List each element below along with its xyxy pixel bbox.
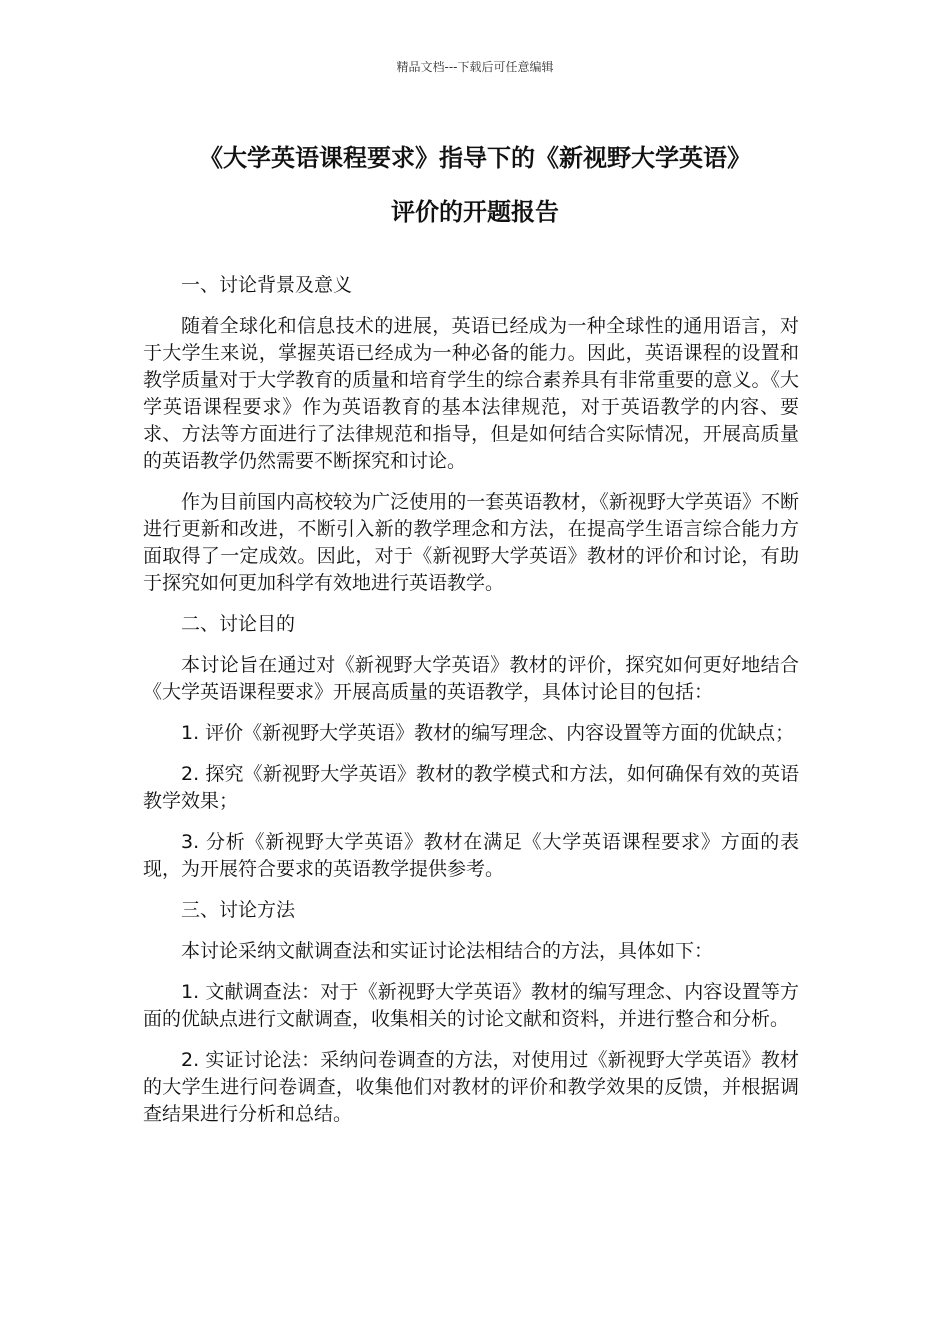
purpose-item-3: 3. 分析《新视野大学英语》教材在满足《大学英语课程要求》方面的表现，为开展符合要求的英语教学提供参考。 (143, 831, 799, 880)
method-item-2: 2. 实证讨论法：采纳问卷调查的方法，对使用过《新视野大学英语》教材的大学生进行问卷调查，收集他们对教材的评价和教学效果的反馈，并根据调查结果进行分析和总结。 (143, 1049, 799, 1125)
document-title-line-1: 《大学英语课程要求》指导下的《新视野大学英语》 (199, 144, 751, 172)
document-body (143, 272, 799, 1142)
paragraph-background-2: 作为目前国内高校较为广泛使用的一套英语教材，《新视野大学英语》不断进行更新和改进，不断引入新的教学理念和方法，在提高学生语言综合能力方面取得了一定成效。因此，对于《新视野大学英语》教材的评价和讨论，有助于探究如何更加科学有效地进行英语教学。 (143, 491, 799, 594)
section-heading-method: 三、讨论方法 (181, 899, 296, 921)
paragraph-method-intro: 本讨论采纳文献调查法和实证讨论法相结合的方法，具体如下： (181, 940, 714, 962)
section-heading-background: 一、讨论背景及意义 (181, 274, 353, 296)
paragraph-background-1: 随着全球化和信息技术的进展，英语已经成为一种全球性的通用语言，对于大学生来说，掌握英语已经成为一种必备的能力。因此，英语课程的设置和教学质量对于大学教育的质量和培育学生的综合素养具有非常重要的意义。《大学英语课程要求》作为英语教育的基本法律规范，对于英语教学的内容、要求、方法等方面进行了法律规范和指导，但是如何结合实际情况，开展高质量的英语教学仍然需要不断探究和讨论。 (143, 315, 799, 472)
section-heading-purpose: 二、讨论目的 (181, 613, 296, 635)
purpose-item-2: 2. 探究《新视野大学英语》教材的教学模式和方法，如何确保有效的英语教学效果； (143, 763, 799, 812)
document-title-line-2: 评价的开题报告 (391, 198, 559, 226)
paragraph-purpose-intro: 本讨论旨在通过对《新视野大学英语》教材的评价，探究如何更好地结合《大学英语课程要求》开展高质量的英语教学，具体讨论目的包括： (143, 654, 799, 703)
purpose-item-1: 1. 评价《新视野大学英语》教材的编写理念、内容设置等方面的优缺点； (181, 722, 795, 744)
method-item-1: 1. 文献调查法：对于《新视野大学英语》教材的编写理念、内容设置等方面的优缺点进行文献调查，收集相关的讨论文献和资料，并进行整合和分析。 (143, 981, 799, 1030)
header-note: 精品文档---下载后可任意编辑 (396, 60, 554, 74)
